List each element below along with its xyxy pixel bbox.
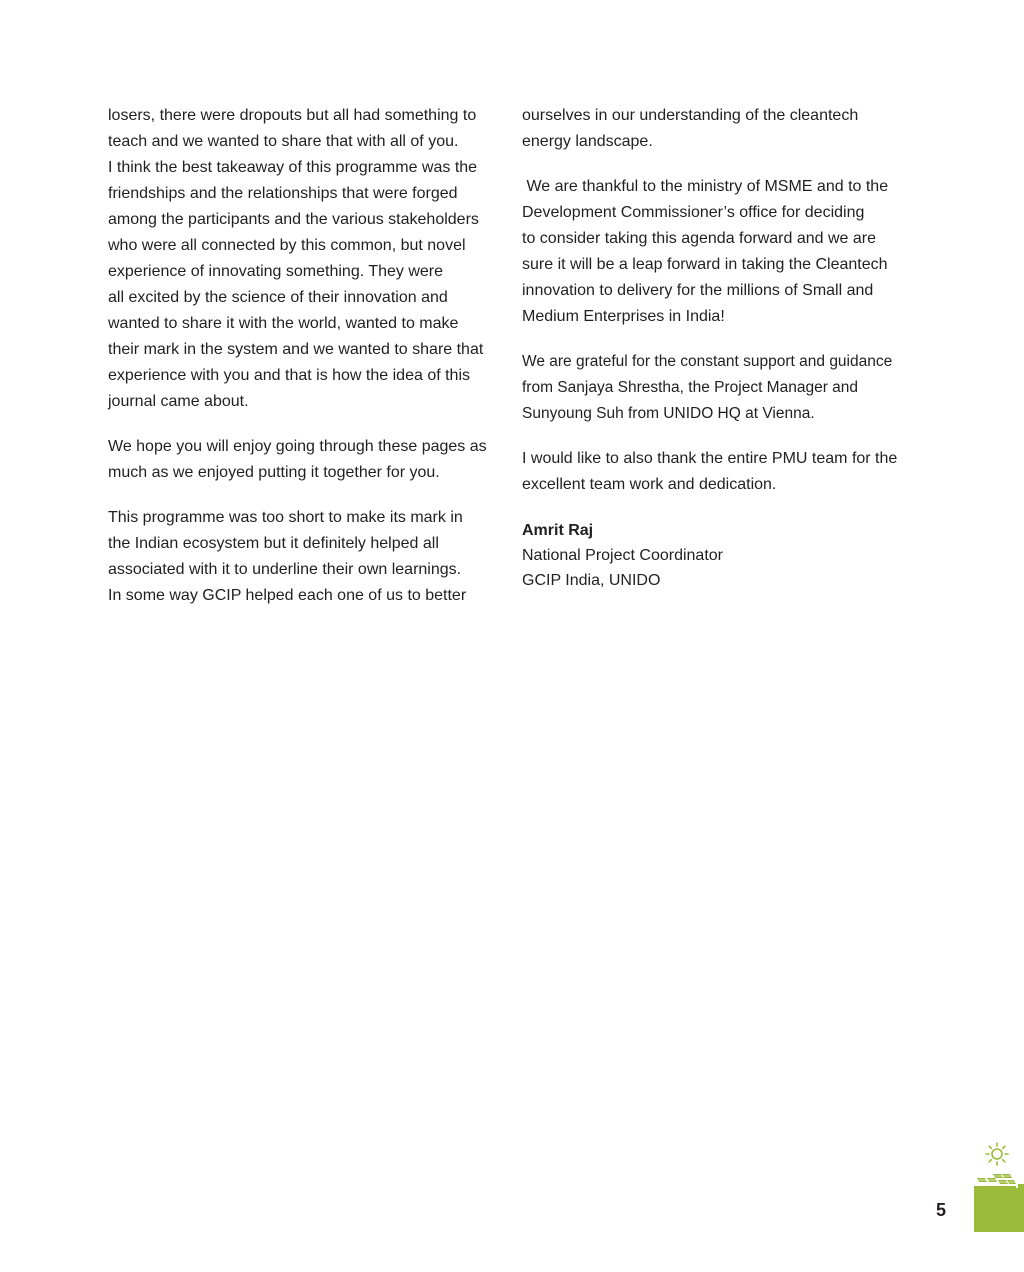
paragraph (522, 349, 922, 427)
left-column (108, 103, 508, 628)
sun-solar-panel-building-icon (970, 1138, 1024, 1232)
paragraph (108, 505, 508, 609)
page-number: 5 (936, 1200, 947, 1220)
text-line: to consider taking this agenda forward and we are (522, 230, 876, 247)
text-line: We hope you will enjoy going through these pages as (108, 438, 487, 455)
right-column (522, 103, 922, 593)
signatory-organization: GCIP India, UNIDO (522, 572, 661, 589)
text-line: friendships and the relationships that were forged (108, 185, 458, 202)
text-line: I think the best takeaway of this programme was the (108, 159, 478, 176)
text-line: ourselves in our understanding of the cleantech (522, 107, 859, 124)
paragraph (522, 174, 922, 330)
text-line: the Indian ecosystem but it definitely helped all (108, 535, 439, 552)
text-line: their mark in the system and we wanted to share that (108, 341, 484, 358)
text-line: experience with you and that is how the idea of this (108, 367, 470, 384)
text-line: losers, there were dropouts but all had something to (108, 107, 477, 124)
text-line: In some way GCIP helped each one of us to better (108, 587, 467, 604)
paragraph (522, 103, 922, 155)
paragraph (108, 434, 508, 486)
text-line: Development Commissioner’s office for deciding (522, 204, 865, 221)
text-line: journal came about. (108, 393, 249, 410)
text-line: associated with it to underline their own learnings. (108, 561, 462, 578)
signatory-name: Amrit Raj (522, 522, 594, 539)
text-line: wanted to share it with the world, wanted to make (108, 315, 459, 332)
paragraph (108, 103, 508, 415)
text-line: Sunyoung Suh from UNIDO HQ at Vienna. (522, 405, 815, 422)
text-line: sure it will be a leap forward in taking the Cleantech (522, 256, 888, 273)
text-line: innovation to delivery for the millions of Small and (522, 282, 874, 299)
text-line: experience of innovating something. They were (108, 263, 444, 280)
paragraph (522, 446, 922, 498)
text-line: among the participants and the various stakeholders (108, 211, 479, 228)
text-line: teach and we wanted to share that with all of you. (108, 133, 459, 150)
signatory-title: National Project Coordinator (522, 547, 723, 564)
text-line: excellent team work and dedication. (522, 476, 777, 493)
text-line: Medium Enterprises in India! (522, 308, 725, 325)
text-line: energy landscape. (522, 133, 653, 150)
text-line: from Sanjaya Shrestha, the Project Manager and (522, 379, 859, 396)
text-line: We are thankful to the ministry of MSME and to the (522, 178, 889, 195)
text-line: who were all connected by this common, but novel (108, 237, 466, 254)
text-line: much as we enjoyed putting it together for you. (108, 464, 440, 481)
text-line: We are grateful for the constant support and guidance (522, 353, 893, 370)
text-line: I would like to also thank the entire PMU team for the (522, 450, 898, 467)
text-line: This programme was too short to make its mark in (108, 509, 463, 526)
signature-block (522, 518, 922, 593)
text-line: all excited by the science of their innovation and (108, 289, 448, 306)
